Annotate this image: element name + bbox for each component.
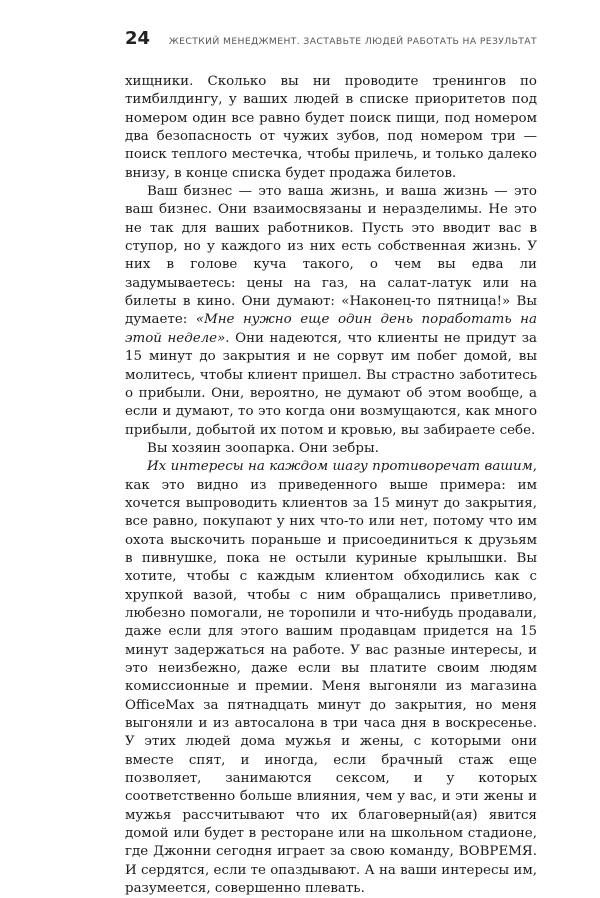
paragraph-text: , как это видно из приведенного выше примера: им хочется выпроводить клиентов за 15 минут до закрытия, все равно, покупают у них что-то или нет, потому что им охота выскочить пораньше и присоединиться к друзьям в пивнушке, пока не остыли куриные крылышки. Вы хотите, чтобы с каждым клиентом обходились как с хрупкой вазой, чтобы с ним обращались приветливо, любезно помогали, не торопили и что-нибудь продавали, даже если для этого вашим продавцам придется на 15 минут задержаться на работе. У вас разные интересы, и это неизбежно, даже если вы платите своим людям комиссионные и премии. Меня выгоняли из магазина OfficeMax за пятнадцать минут до закрытия, но меня выгоняли и из автосалона в три часа дня в воскресенье. У этих людей дома мужья и жены, с которыми они вместе спят, и иногда, если брачный стаж еще позволяет, занимаются сексом, и у которых соответственно больше влияния, чем у вас, и эти жены и мужья рассчитывают что их благоверный(ая) явится домой или будет в ресторане или на школьном стадионе, где Джонни сегодня играет за свою команду, ВОВРЕМЯ. И сердятся, если те опаздывают. А на ваши интересы им, разумеется, совершенно плевать. [125, 459, 537, 897]
paragraph-text: Ваш бизнес — это ваша жизнь, и ваша жизнь — это ваш бизнес. Они взаимосвязаны и неразделимы. Не это не так для ваших работников. Пусть это вводит вас в ступор, но у каждого из них есть собственная жизнь. У них в голове куча такого, о чем вы едва ли задумываетесь: цены на газ, на салат-латук или на билеты в кино. Они думают: «Наконец-то пятница!» Вы думаете: [125, 184, 537, 328]
paragraph-text: хищники. Сколько вы ни проводите тренингов по тимбилдингу, у ваших людей в списке приоритетов под номером один все равно будет поиск пищи, под номером два безопасность от чужих зубов, под номером три — поиск теплого местечка, чтобы прилечь, и только далеко внизу, в конце списка будет продажа билетов. [125, 74, 537, 181]
running-title: ЖЕСТКИЙ МЕНЕДЖМЕНТ. ЗАСТАВЬТЕ ЛЮДЕЙ РАБОТАТЬ НА РЕЗУЛЬТАТ [168, 36, 537, 47]
paragraph-2 [125, 183, 537, 440]
paragraph-3 [125, 440, 537, 458]
body-text [125, 73, 537, 898]
italic-quote: «Мне нужно еще один день поработать на этой неделе» [125, 312, 537, 346]
page-number: 24 [125, 28, 151, 49]
paragraph-text: Вы хозяин зоопарка. Они зебры. [147, 440, 379, 456]
paragraph-text: . Они надеются, что клиенты не придут за 15 минут до закрытия и не сорвут им побег домой, вы молитесь, чтобы клиент пришел. Вы страстно заботитесь о прибыли. Они, вероятно, не думают об этом вообще, а если и думают, то это когда они возмущаются, как много прибыли, добытой их потом и кровью, вы забираете себе. [125, 330, 537, 438]
paragraph-1 [125, 73, 537, 183]
italic-phrase: Их интересы на каждом шагу противоречат вашим [147, 459, 533, 475]
page-header [125, 28, 537, 50]
paragraph-4 [125, 458, 537, 898]
